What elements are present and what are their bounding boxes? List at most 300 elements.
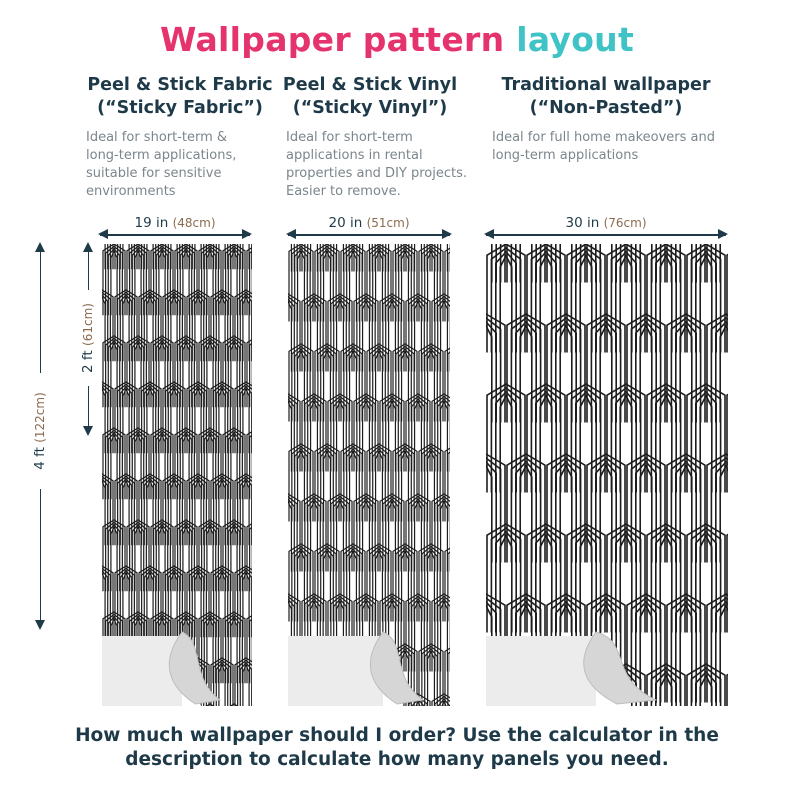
- arch-stroke: [199, 336, 221, 407]
- arch-stroke: [147, 389, 153, 453]
- arch-stroke: [676, 322, 696, 423]
- arch-stroke: [123, 481, 129, 545]
- heading-subline: (“Sticky Fabric”): [97, 98, 263, 118]
- arch-stroke: [163, 566, 185, 637]
- arch-stroke: [183, 343, 189, 407]
- arch-stroke: [367, 544, 391, 622]
- column-description-vinyl: [286, 129, 476, 201]
- arch-stroke: [135, 343, 141, 407]
- arch-stroke: [587, 454, 625, 563]
- arch-stroke: [187, 382, 209, 453]
- arch-stroke: [402, 452, 409, 522]
- arch-stroke: [656, 532, 676, 633]
- arch-stroke: [341, 544, 365, 622]
- arch-stroke: [380, 494, 404, 572]
- arch-stroke: [127, 244, 149, 315]
- arch-stroke: [171, 389, 177, 453]
- title-accent: layout: [516, 20, 635, 59]
- arch-stroke: [231, 343, 237, 407]
- arch-stroke: [337, 244, 344, 272]
- footer-line: description to calculate how many panels you need.: [125, 749, 669, 770]
- arch-stroke: [159, 251, 165, 315]
- arch-stroke: [419, 244, 443, 322]
- arch-stroke: [636, 322, 656, 423]
- heading-line: Peel & Stick Vinyl: [282, 75, 458, 95]
- arch-stroke: [187, 566, 209, 637]
- arch-stroke: [540, 256, 552, 353]
- arch-stroke: [163, 244, 185, 269]
- arch-stroke: [207, 527, 213, 591]
- arch-stroke: [324, 352, 331, 422]
- arch-stroke: [393, 544, 417, 622]
- double-arrow-vertical-icon: [83, 242, 93, 252]
- arch-stroke: [350, 252, 357, 322]
- wall-backing: [486, 636, 596, 706]
- arch-stroke: [111, 251, 117, 315]
- width-label-fabric: [120, 215, 230, 231]
- arch-stroke: [231, 527, 237, 591]
- arch-stroke: [527, 524, 565, 633]
- arch-stroke: [159, 435, 165, 499]
- arch-stroke: [350, 452, 357, 522]
- arch-stroke: [243, 481, 249, 545]
- arch-stroke: [139, 290, 161, 361]
- arch-stroke: [223, 520, 245, 591]
- arch-stroke: [207, 619, 213, 683]
- arch-stroke: [324, 552, 331, 622]
- arch-stroke: [448, 347, 450, 422]
- arch-stroke: [393, 244, 417, 322]
- arch-stroke: [219, 481, 225, 545]
- arch-stroke: [163, 474, 185, 545]
- arch-stroke: [199, 244, 221, 315]
- arch-stroke: [183, 435, 189, 499]
- arch-stroke: [486, 318, 501, 423]
- arch-stroke: [354, 394, 378, 472]
- arch-stroke: [560, 466, 572, 563]
- arch-stroke: [211, 290, 233, 361]
- arch-stroke: [171, 244, 177, 269]
- arch-stroke: [231, 251, 237, 315]
- arch-stroke: [507, 454, 545, 563]
- arch-stroke: [687, 664, 725, 706]
- arch-stroke: [428, 352, 435, 422]
- arch-stroke: [171, 297, 177, 361]
- arch-stroke: [600, 326, 612, 423]
- arch-stroke: [580, 536, 592, 633]
- arch-stroke: [127, 336, 149, 407]
- arch-stroke: [687, 244, 725, 353]
- arch-stroke: [302, 244, 326, 272]
- arch-stroke: [289, 344, 313, 422]
- arch-stroke: [341, 444, 365, 522]
- arch-stroke: [667, 454, 705, 563]
- arch-stroke: [716, 602, 728, 703]
- arch-stroke: [123, 244, 129, 269]
- desc-line: suitable for sensitive: [86, 166, 222, 181]
- arch-stroke: [147, 481, 153, 545]
- arch-stroke: [656, 252, 676, 353]
- arch-stroke: [727, 664, 728, 706]
- arch-stroke: [354, 244, 378, 272]
- arch-stroke: [716, 462, 728, 563]
- arch-stroke: [103, 520, 125, 591]
- arch-stroke: [311, 502, 318, 572]
- width-label-vinyl: [314, 215, 424, 231]
- arch-stroke: [207, 251, 213, 315]
- arch-stroke: [540, 536, 552, 633]
- width-value: 20 in: [328, 215, 363, 231]
- arch-stroke: [207, 435, 213, 499]
- arch-stroke: [151, 336, 173, 407]
- desc-line: environments: [86, 184, 176, 199]
- arch-stroke: [175, 244, 197, 315]
- arch-stroke: [587, 244, 625, 283]
- arch-stroke: [111, 435, 117, 499]
- arch-stroke: [289, 244, 313, 322]
- arch-stroke: [315, 444, 339, 522]
- arch-stroke: [596, 322, 616, 423]
- arch-stroke: [171, 573, 177, 637]
- arch-stroke: [151, 244, 173, 315]
- arch-stroke: [580, 256, 592, 353]
- arch-stroke: [219, 573, 225, 637]
- arch-stroke: [315, 544, 339, 622]
- arch-stroke: [627, 314, 665, 423]
- arch-stroke: [350, 352, 357, 422]
- arch-stroke: [520, 244, 532, 283]
- arch-stroke: [211, 382, 233, 453]
- arch-stroke: [311, 244, 318, 272]
- arch-stroke: [536, 392, 556, 493]
- arch-stroke: [315, 344, 339, 422]
- arch-stroke: [171, 481, 177, 545]
- title-main: Wallpaper pattern: [159, 20, 505, 59]
- arch-stroke: [354, 494, 378, 572]
- arch-stroke: [135, 527, 141, 591]
- width-value: 19 in: [134, 215, 169, 231]
- arch-stroke: [640, 466, 652, 563]
- arch-stroke: [367, 344, 391, 422]
- arch-pattern-svg: [288, 244, 450, 706]
- double-arrow-horizontal-icon: [442, 229, 452, 239]
- arch-stroke: [647, 244, 685, 353]
- arch-stroke: [199, 520, 221, 591]
- arch-stroke: [223, 244, 245, 315]
- arch-stroke: [311, 402, 318, 472]
- desc-line: Easier to remove.: [286, 184, 401, 199]
- arch-stroke: [676, 462, 696, 563]
- arch-stroke: [640, 326, 652, 423]
- arch-stroke: [183, 527, 189, 591]
- arch-stroke: [195, 297, 201, 361]
- arch-stroke: [389, 402, 396, 472]
- arch-stroke: [636, 462, 656, 563]
- arch-stroke: [441, 244, 448, 272]
- arch-stroke: [159, 527, 165, 591]
- arch-stroke: [207, 343, 213, 407]
- arch-stroke: [616, 252, 636, 353]
- arch-stroke: [115, 474, 137, 545]
- double-arrow-horizontal-icon: [242, 229, 252, 239]
- height-metric: (61cm): [81, 303, 95, 346]
- arch-stroke: [647, 384, 685, 493]
- heading-line: Peel & Stick Fabric: [87, 75, 273, 95]
- arch-stroke: [486, 244, 501, 283]
- arch-stroke: [660, 396, 672, 493]
- arch-stroke: [115, 566, 137, 637]
- arch-stroke: [123, 389, 129, 453]
- arch-stroke: [507, 314, 545, 423]
- arch-stroke: [716, 244, 728, 283]
- arch-stroke: [627, 244, 665, 283]
- arch-stroke: [415, 502, 422, 572]
- arch-stroke: [560, 326, 572, 423]
- height-metric: (122cm): [33, 392, 47, 443]
- arch-stroke: [406, 244, 430, 272]
- footer-line: How much wallpaper should I order? Use the calculator in the: [75, 725, 719, 746]
- arch-stroke: [243, 573, 249, 637]
- arch-stroke: [223, 612, 245, 683]
- arch-stroke: [376, 452, 383, 522]
- arch-stroke: [676, 244, 696, 283]
- arch-stroke: [636, 602, 656, 703]
- arch-stroke: [341, 344, 365, 422]
- arch-stroke: [507, 244, 545, 283]
- double-arrow-horizontal-icon: [718, 229, 728, 239]
- arch-stroke: [441, 602, 448, 672]
- arch-stroke: [406, 394, 430, 472]
- arch-stroke: [415, 602, 422, 672]
- arch-stroke: [315, 244, 339, 322]
- arch-stroke: [415, 244, 422, 272]
- arch-stroke: [487, 384, 525, 493]
- arch-stroke: [298, 452, 305, 522]
- arch-stroke: [219, 297, 225, 361]
- arch-stroke: [195, 244, 201, 269]
- arch-stroke: [547, 314, 585, 423]
- arch-stroke: [402, 552, 409, 622]
- arch-stroke: [428, 552, 435, 622]
- arch-stroke: [123, 297, 129, 361]
- arch-stroke: [341, 244, 365, 322]
- arch-stroke: [139, 244, 161, 269]
- wall-backing: [288, 636, 383, 706]
- arch-stroke: [520, 326, 532, 423]
- width-metric: (48cm): [172, 216, 216, 230]
- arch-stroke: [243, 297, 249, 361]
- arch-stroke: [324, 452, 331, 522]
- arch-stroke: [402, 252, 409, 322]
- arch-stroke: [350, 552, 357, 622]
- arch-stroke: [560, 244, 572, 283]
- arch-stroke: [328, 494, 352, 572]
- arch-stroke: [640, 244, 652, 283]
- arch-stroke: [389, 502, 396, 572]
- desc-line: long-term applications,: [86, 148, 237, 163]
- arch-stroke: [496, 392, 516, 493]
- wallpaper-panel-vinyl: [288, 244, 450, 706]
- arch-stroke: [620, 396, 632, 493]
- arch-stroke: [656, 392, 676, 493]
- arch-stroke: [187, 290, 209, 361]
- arch-stroke: [680, 244, 692, 283]
- arch-stroke: [486, 458, 501, 563]
- arch-stroke: [415, 402, 422, 472]
- heading-subline: (“Sticky Vinyl”): [292, 98, 448, 118]
- arch-stroke: [243, 389, 249, 453]
- arch-stroke: [406, 494, 430, 572]
- wallpaper-panel-fabric: [102, 244, 252, 706]
- double-arrow-horizontal-icon: [484, 229, 494, 239]
- arch-stroke: [428, 652, 435, 706]
- width-metric: (76cm): [603, 216, 647, 230]
- page-title: [0, 20, 794, 59]
- arch-stroke: [135, 435, 141, 499]
- arch-stroke: [576, 532, 596, 633]
- arch-stroke: [556, 462, 576, 563]
- arch-stroke: [199, 428, 221, 499]
- arch-stroke: [127, 520, 149, 591]
- arch-stroke: [363, 502, 370, 572]
- arch-stroke: [547, 244, 585, 283]
- arch-stroke: [727, 244, 728, 353]
- desc-line: properties and DIY projects.: [286, 166, 468, 181]
- column-description-traditional: [492, 129, 732, 165]
- width-metric: (51cm): [366, 216, 410, 230]
- arch-stroke: [367, 444, 391, 522]
- arch-stroke: [600, 244, 612, 283]
- arch-stroke: [516, 244, 536, 283]
- column-description-fabric: [86, 129, 271, 201]
- arch-stroke: [556, 244, 576, 283]
- arch-stroke: [376, 252, 383, 322]
- arch-stroke: [393, 344, 417, 422]
- double-arrow-horizontal-icon: [98, 229, 108, 239]
- double-arrow-vertical-icon: [35, 242, 45, 252]
- arch-stroke: [231, 619, 237, 683]
- double-arrow-vertical-icon: [35, 620, 45, 630]
- arch-stroke: [243, 665, 249, 706]
- arch-stroke: [500, 396, 512, 493]
- arch-stroke: [195, 389, 201, 453]
- arch-stroke: [376, 352, 383, 422]
- arch-stroke: [211, 244, 233, 269]
- arch-stroke: [419, 344, 443, 422]
- arch-stroke: [367, 244, 391, 322]
- arch-stroke: [419, 544, 443, 622]
- desc-line: Ideal for full home makeovers and: [492, 130, 716, 145]
- arch-stroke: [448, 447, 450, 522]
- arch-stroke: [616, 532, 636, 633]
- arch-stroke: [380, 394, 404, 472]
- column-heading-fabric: [80, 74, 280, 120]
- arch-stroke: [696, 532, 716, 633]
- double-arrow-horizontal-icon: [286, 229, 296, 239]
- arch-stroke: [219, 389, 225, 453]
- height-value: 2 ft: [80, 350, 96, 373]
- arch-stroke: [298, 552, 305, 622]
- arch-stroke: [616, 392, 636, 493]
- arch-stroke: [406, 294, 430, 372]
- arch-stroke: [547, 454, 585, 563]
- arch-stroke: [700, 256, 712, 353]
- dimension-line: [100, 234, 250, 236]
- arch-stroke: [389, 302, 396, 372]
- arch-pattern-svg: [486, 244, 728, 706]
- arch-stroke: [415, 302, 422, 372]
- arch-stroke: [389, 244, 396, 272]
- arch-stroke: [199, 612, 221, 683]
- arch-stroke: [337, 502, 344, 572]
- arch-stroke: [183, 251, 189, 315]
- arch-stroke: [139, 566, 161, 637]
- arch-stroke: [175, 520, 197, 591]
- arch-stroke: [111, 343, 117, 407]
- arch-stroke: [419, 444, 443, 522]
- arch-stroke: [363, 244, 370, 272]
- desc-line: applications in rental: [286, 148, 423, 163]
- arch-stroke: [596, 462, 616, 563]
- column-heading-vinyl: [280, 74, 460, 120]
- arch-stroke: [380, 244, 404, 272]
- arch-stroke: [298, 352, 305, 422]
- desc-line: Ideal for short-term &: [86, 130, 228, 145]
- arch-stroke: [576, 392, 596, 493]
- arch-stroke: [219, 244, 225, 269]
- height-value: 4 ft: [32, 447, 48, 470]
- arch-stroke: [636, 244, 656, 283]
- arch-stroke: [159, 343, 165, 407]
- arch-stroke: [660, 536, 672, 633]
- arch-stroke: [123, 573, 129, 637]
- arch-stroke: [147, 244, 153, 269]
- arch-stroke: [687, 524, 725, 633]
- arch-stroke: [302, 394, 326, 472]
- arch-stroke: [696, 392, 716, 493]
- arch-stroke: [324, 252, 331, 322]
- arch-stroke: [135, 251, 141, 315]
- arch-stroke: [151, 428, 173, 499]
- arch-stroke: [103, 244, 125, 315]
- arch-stroke: [700, 536, 712, 633]
- arch-stroke: [393, 444, 417, 522]
- arch-stroke: [696, 252, 716, 353]
- desc-line: long-term applications: [492, 148, 639, 163]
- arch-stroke: [700, 396, 712, 493]
- arch-stroke: [441, 502, 448, 572]
- height-label-4ft: [32, 373, 48, 489]
- arch-stroke: [302, 494, 326, 572]
- arch-stroke: [354, 294, 378, 372]
- heading-subline: (“Non-Pasted”): [529, 98, 683, 118]
- arch-stroke: [516, 462, 536, 563]
- heading-line: Traditional wallpaper: [501, 75, 711, 95]
- desc-line: Ideal for short-term: [286, 130, 413, 145]
- arch-stroke: [660, 256, 672, 353]
- arch-stroke: [647, 524, 685, 633]
- arch-stroke: [103, 428, 125, 499]
- arch-stroke: [337, 402, 344, 472]
- width-label-traditional: [550, 215, 662, 231]
- arch-stroke: [163, 290, 185, 361]
- arch-stroke: [328, 294, 352, 372]
- arch-stroke: [175, 428, 197, 499]
- arch-stroke: [527, 244, 565, 353]
- arch-stroke: [687, 384, 725, 493]
- arch-stroke: [700, 676, 712, 706]
- arch-stroke: [211, 474, 233, 545]
